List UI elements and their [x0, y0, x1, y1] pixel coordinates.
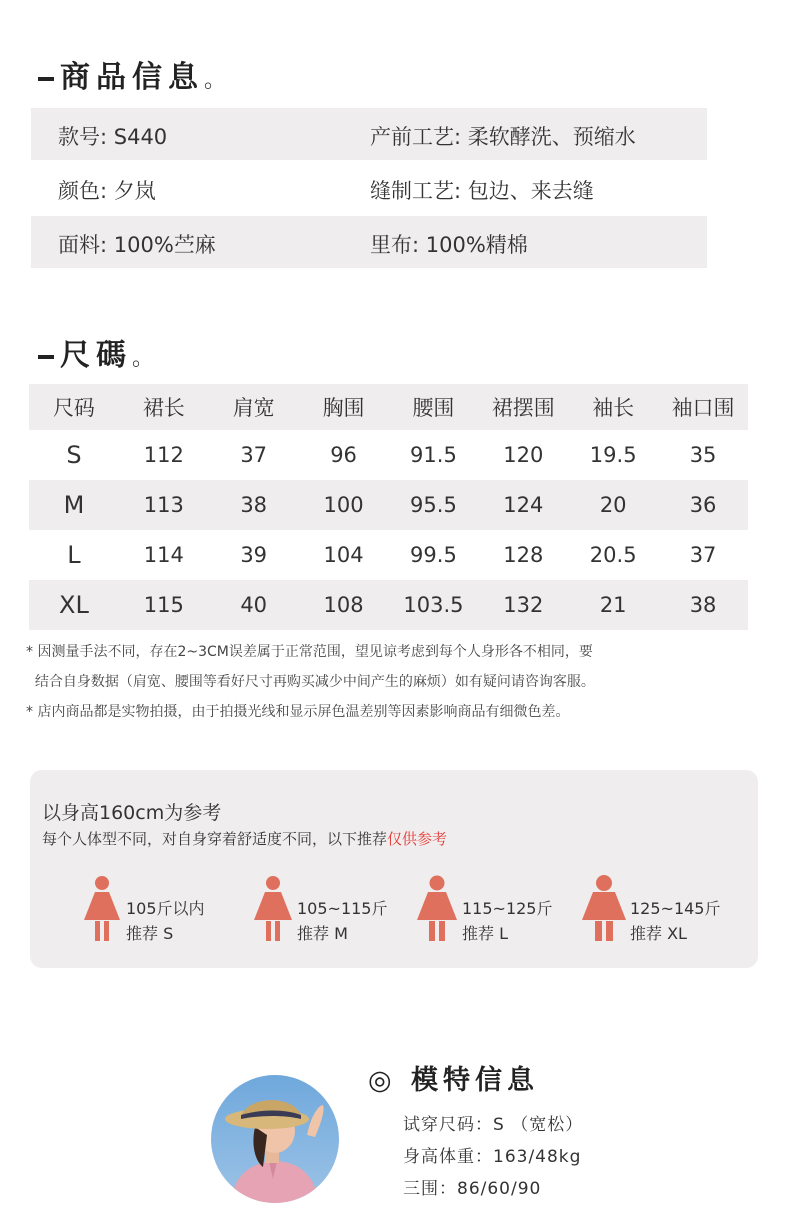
info-sewing: 缝制工艺: 包边、来去缝 — [370, 179, 594, 203]
col-bust: 胸围 — [299, 384, 389, 430]
info-lining: 里布: 100%精棉 — [370, 233, 528, 257]
heading-dot: 。 — [204, 68, 227, 93]
weight-range: 115~125斤 — [462, 899, 553, 918]
model-height-weight: 身高体重：163/48kg — [403, 1147, 582, 1167]
table-cell: XL — [29, 580, 119, 630]
model-info-heading: ◎ 模特信息 — [368, 1065, 539, 1096]
table-cell: 37 — [240, 443, 268, 467]
recommendation-item — [462, 896, 553, 946]
table-cell: 19.5 — [589, 443, 637, 467]
recommendation-item — [297, 896, 388, 946]
info-pre-process: 产前工艺: 柔软酵洗、预缩水 — [370, 125, 636, 149]
table-cell: S — [66, 441, 82, 469]
table-row — [29, 480, 748, 530]
info-style-number: 款号: S440 — [58, 125, 168, 149]
col-size: 尺码 — [29, 384, 119, 430]
table-row — [29, 530, 748, 580]
model-measurements: 三围：86/60/90 — [403, 1179, 542, 1199]
table-cell: 36 — [658, 480, 748, 530]
person-icon — [417, 874, 457, 944]
table-cell: 95.5 — [389, 480, 479, 530]
product-info-heading — [38, 52, 226, 96]
table-cell: 91.5 — [410, 443, 457, 467]
table-cell: 112 — [143, 443, 184, 467]
table-cell: 100 — [299, 480, 389, 530]
info-color: 颜色: 夕岚 — [58, 179, 156, 203]
table-cell: 39 — [240, 543, 268, 567]
table-cell: 124 — [478, 480, 568, 530]
reference-disclaimer: 仅供参考 — [387, 830, 448, 848]
table-cell: 132 — [478, 580, 568, 630]
weight-range: 105~115斤 — [297, 899, 388, 918]
size-table — [29, 384, 748, 630]
size-table-header — [29, 384, 748, 430]
color-difference-note: * 店内商品都是实物拍摄，由于拍摄光线和显示屏色温差别等因素影响商品有细微色差。 — [26, 704, 570, 720]
col-hem: 裙摆围 — [478, 384, 568, 430]
table-cell: 35 — [689, 443, 717, 467]
heading-dot: 。 — [132, 346, 155, 371]
heading-dash — [38, 355, 54, 359]
table-cell: 103.5 — [389, 580, 479, 630]
table-cell: 21 — [568, 580, 658, 630]
table-cell: 38 — [209, 480, 299, 530]
table-row — [29, 580, 748, 630]
person-icon — [582, 874, 626, 944]
weight-range: 125~145斤 — [630, 899, 721, 918]
size-chart-heading — [38, 330, 154, 374]
col-sleeve-length: 袖长 — [568, 384, 658, 430]
reference-subtitle-text: 每个人体型不同，对自身穿着舒适度不同，以下推荐 — [42, 830, 388, 848]
recommendation-item — [630, 896, 721, 946]
size-recommendation-panel — [30, 770, 758, 968]
recommendation-item — [126, 896, 205, 946]
person-icon — [82, 874, 122, 944]
model-photo — [211, 1075, 339, 1203]
product-info-heading-text: 商品信息 — [60, 60, 204, 95]
col-length: 裙长 — [119, 384, 209, 430]
recommended-size: 推荐 XL — [630, 924, 687, 943]
col-cuff: 袖口围 — [658, 384, 748, 430]
person-icon — [253, 874, 293, 944]
table-cell: 99.5 — [410, 543, 457, 567]
table-cell: 128 — [503, 543, 544, 567]
table-cell: 20 — [568, 480, 658, 530]
table-cell: 108 — [299, 580, 389, 630]
info-row — [31, 162, 707, 214]
info-row — [31, 108, 707, 160]
table-cell: M — [29, 480, 119, 530]
table-cell: 96 — [330, 443, 357, 467]
col-shoulder: 肩宽 — [209, 384, 299, 430]
recommended-size: 推荐 M — [297, 924, 348, 943]
measurement-note-continued: 结合自身数据（肩宽、腰围等看好尺寸再购买减少中间产生的麻烦）如有疑问请咨询客服。 — [26, 674, 595, 690]
recommended-size: 推荐 S — [126, 924, 174, 943]
table-cell: 104 — [323, 543, 364, 567]
table-cell: 38 — [658, 580, 748, 630]
table-cell: 37 — [689, 543, 717, 567]
model-trial-size: 试穿尺码：S （宽松） — [403, 1115, 584, 1135]
table-row — [29, 430, 748, 480]
table-cell: 114 — [143, 543, 184, 567]
table-cell: 115 — [119, 580, 209, 630]
table-cell: L — [67, 541, 81, 569]
weight-range: 105斤以内 — [126, 899, 205, 918]
recommended-size: 推荐 L — [462, 924, 509, 943]
model-photo-image — [211, 1075, 339, 1203]
info-row — [31, 216, 707, 268]
table-cell: 120 — [503, 443, 544, 467]
info-fabric: 面料: 100%苎麻 — [58, 233, 216, 257]
reference-subtitle — [42, 828, 447, 849]
table-cell: 113 — [119, 480, 209, 530]
table-cell: 20.5 — [589, 543, 637, 567]
reference-title: 以身高160cm为参考 — [42, 802, 222, 824]
measurement-note: * 因测量手法不同，存在2~3CM误差属于正常范围，望见谅考虑到每个人身形各不相同，要 — [26, 644, 593, 660]
size-chart-heading-text: 尺碼 — [60, 338, 132, 373]
table-cell: 40 — [209, 580, 299, 630]
col-waist: 腰围 — [389, 384, 479, 430]
heading-dash — [38, 77, 54, 81]
